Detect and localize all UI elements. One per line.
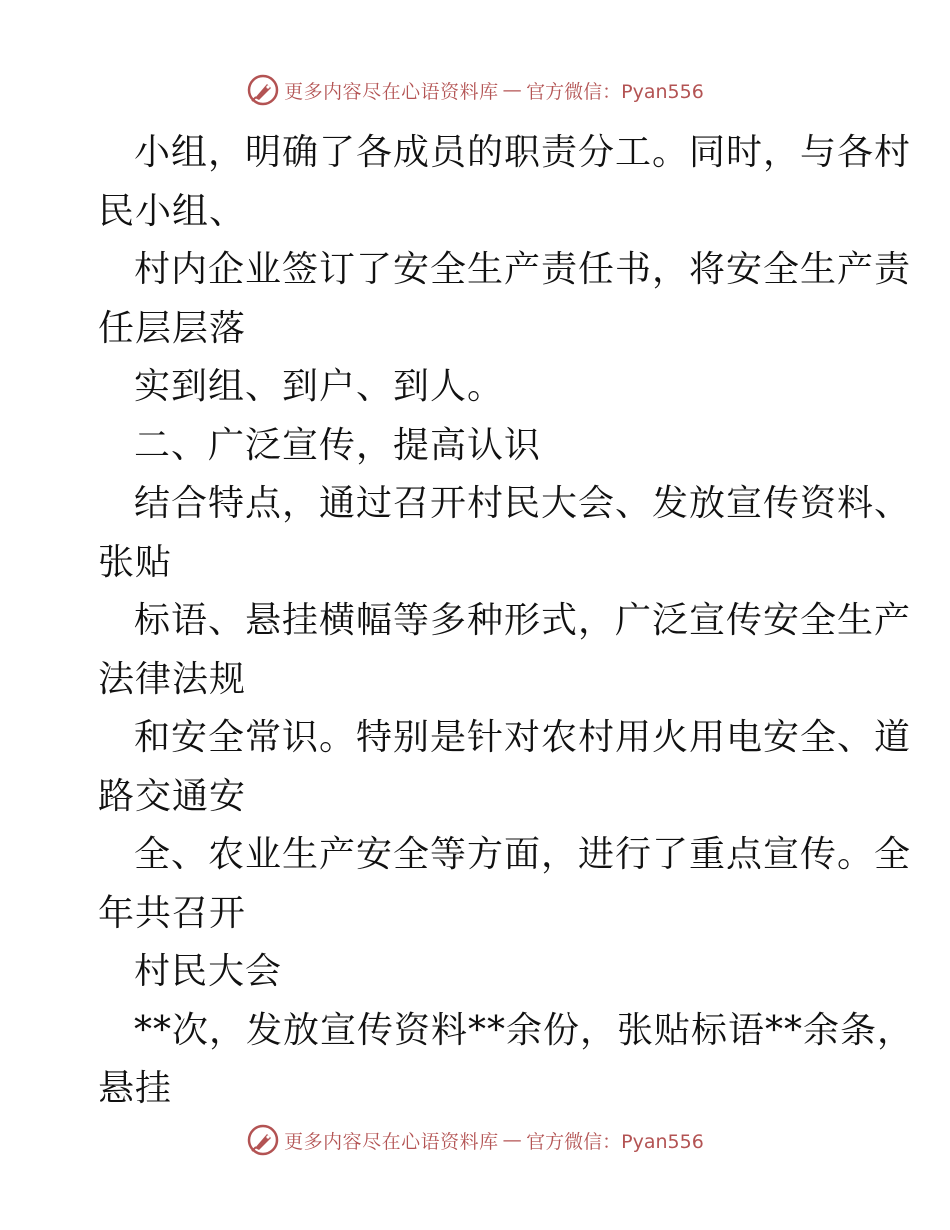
body-line: 全、农业生产安全等方面，进行了重点宣传。全 bbox=[134, 834, 912, 875]
footer-wechat-text: 官方微信：Pyan556 bbox=[526, 1130, 704, 1153]
body-line: 年共召开 bbox=[98, 892, 247, 934]
body-line: 民小组、 bbox=[98, 190, 247, 232]
body-line: 标语、悬挂横幅等多种形式，广泛宣传安全生产 bbox=[134, 600, 912, 641]
body-line: 张贴 bbox=[98, 541, 173, 583]
footer-banner bbox=[0, 1120, 950, 1160]
body-line: 村民大会 bbox=[134, 951, 283, 992]
section-heading: 二、广泛宣传，提高认识 bbox=[134, 424, 542, 466]
footer-dash: — bbox=[502, 1129, 523, 1151]
body-line: 法律法规 bbox=[98, 658, 247, 700]
body-line: 路交通安 bbox=[98, 775, 247, 817]
body-line: 任层层落 bbox=[98, 307, 247, 349]
body-line: 悬挂 bbox=[98, 1068, 173, 1109]
header-banner bbox=[0, 70, 950, 110]
header-dash: — bbox=[502, 79, 523, 101]
header-site-text: 更多内容尽在心语资料库 bbox=[284, 80, 499, 103]
pen-nib-logo-icon bbox=[246, 1123, 280, 1157]
document-body bbox=[98, 124, 915, 1119]
footer-site-text: 更多内容尽在心语资料库 bbox=[284, 1130, 499, 1153]
pen-nib-logo-icon bbox=[246, 73, 280, 107]
body-line: 实到组、到户、到人。 bbox=[134, 366, 505, 407]
header-wechat-text: 官方微信：Pyan556 bbox=[526, 80, 704, 103]
body-line: 和安全常识。特别是针对农村用火用电安全、道 bbox=[134, 717, 912, 758]
body-line: **次，发放宣传资料**余份，张贴标语**余条， bbox=[134, 1009, 915, 1051]
body-line: 小组，明确了各成员的职责分工。同时，与各村 bbox=[134, 132, 912, 173]
body-line: 结合特点，通过召开村民大会、发放宣传资料、 bbox=[134, 483, 912, 524]
body-line: 村内企业签订了安全生产责任书，将安全生产责 bbox=[134, 249, 912, 290]
